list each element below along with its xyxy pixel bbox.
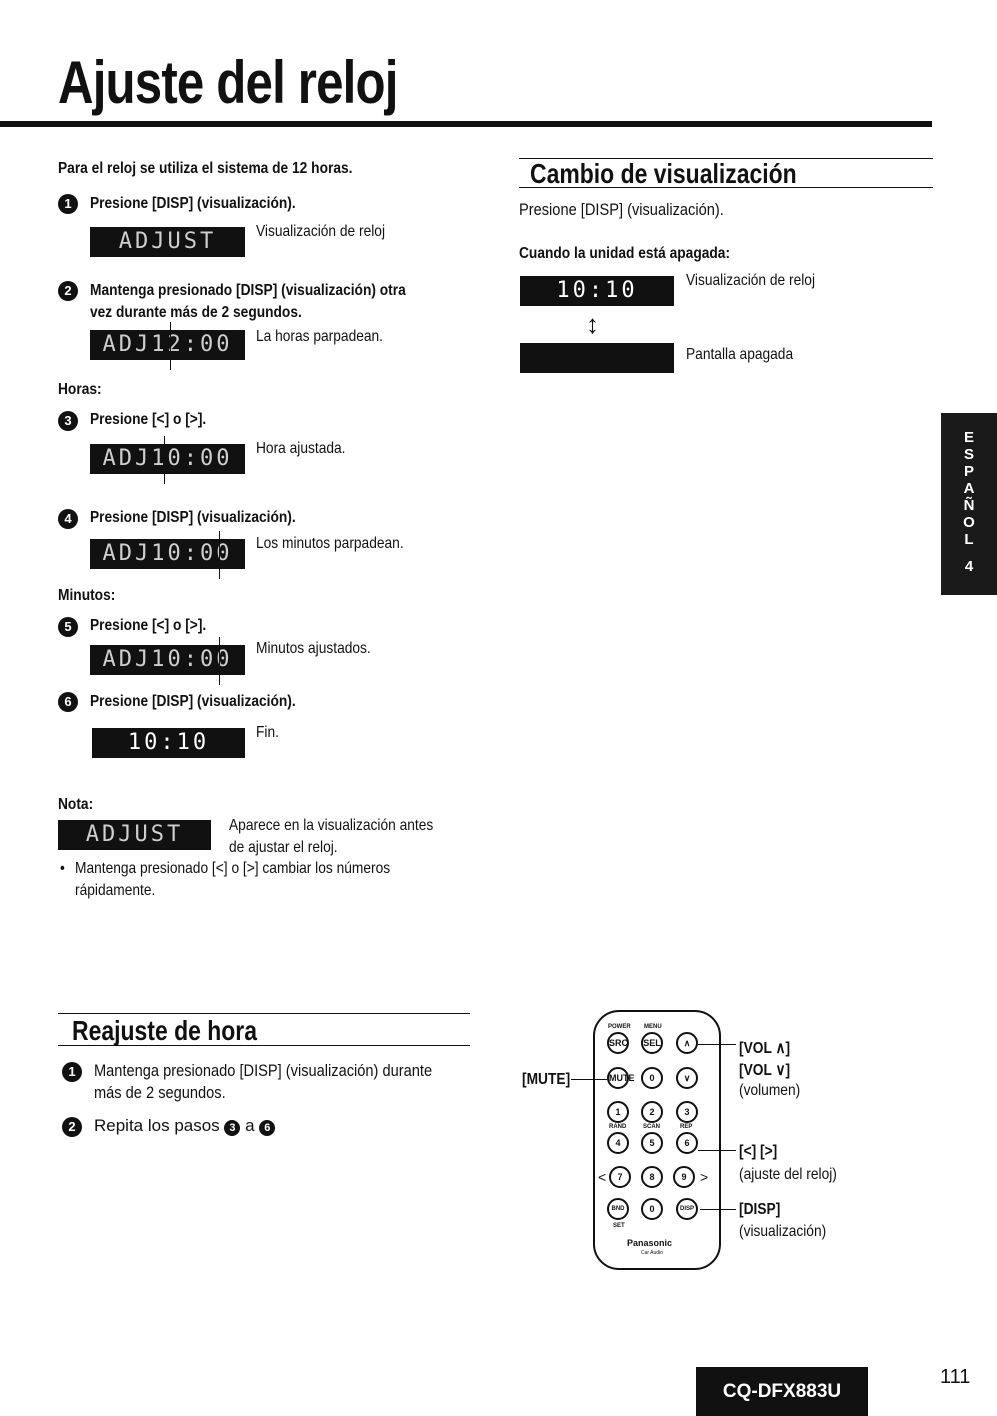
display-adj-minutes-set: ADJ10:00	[90, 645, 245, 675]
toggle-arrow-icon: ↕	[586, 309, 599, 339]
leader-line	[571, 1079, 607, 1080]
step-2-caption: La horas parpadean.	[256, 328, 383, 345]
vol-caption: (volumen)	[739, 1082, 801, 1099]
remote-label-menu: MENU	[644, 1024, 662, 1030]
arrows-callout: [<] [>]	[739, 1143, 778, 1160]
remote-button-9[interactable]: 9	[673, 1166, 695, 1188]
caption-clock-on: Visualización de reloj	[686, 272, 816, 289]
readjust-step-number-2: 2	[62, 1117, 82, 1137]
display-adj-hours-blink: ADJ12:00	[90, 330, 245, 360]
tab-letter: E	[963, 429, 974, 446]
tab-letter: P	[963, 463, 974, 480]
remote-brand: Panasonic	[627, 1238, 673, 1248]
blink-mark	[219, 637, 220, 685]
nota-text-line2: de ajustar el reloj.	[229, 839, 338, 856]
step-number-2: 2	[58, 281, 78, 301]
page-title: Ajuste del reloj	[58, 49, 398, 116]
step-4-text: Presione [DISP] (visualización).	[90, 509, 296, 526]
nota-label: Nota:	[58, 796, 94, 813]
step-1-text: Presione [DISP] (visualización).	[90, 195, 296, 212]
arrows-caption: (ajuste del reloj)	[739, 1166, 837, 1183]
blink-mark	[219, 531, 220, 579]
remote-button-4[interactable]: 4	[607, 1132, 629, 1154]
remote-src-button[interactable]: SRC	[607, 1032, 629, 1054]
step-2-text-line1: Mantenga presionado [DISP] (visualización) otra	[90, 282, 406, 299]
remote-label-power: POWER	[608, 1024, 631, 1030]
tab-letter: Ñ	[963, 497, 975, 514]
tab-letter: A	[963, 480, 975, 497]
step-number-6: 6	[58, 692, 78, 712]
language-tab	[941, 413, 997, 595]
readjust-step-number-1: 1	[62, 1062, 82, 1082]
nota-text-line1: Aparece en la visualización antes	[229, 817, 434, 834]
horas-label: Horas:	[58, 381, 102, 398]
remote-band-button[interactable]: BND	[607, 1198, 629, 1220]
remote-button-1[interactable]: 1	[607, 1101, 629, 1123]
blink-mark	[164, 436, 165, 484]
leader-line	[698, 1044, 736, 1045]
minutos-label: Minutos:	[58, 587, 116, 604]
step-ref-3: 3	[224, 1120, 240, 1136]
step-number-4: 4	[58, 509, 78, 529]
display-adj-minutes-blink: ADJ10:00	[90, 539, 245, 569]
step-3-caption: Hora ajustada.	[256, 440, 346, 457]
remote-button-6[interactable]: 6	[676, 1132, 698, 1154]
cambio-press-text: Presione [DISP] (visualización).	[519, 200, 724, 219]
readjust-step-2-mid: a	[245, 1116, 255, 1135]
title-rule	[0, 121, 932, 127]
tab-letter: S	[963, 446, 974, 463]
remote-label-set: SET	[613, 1223, 625, 1229]
remote-vol-down-button[interactable]: ∨	[676, 1067, 698, 1089]
step-6-caption: Fin.	[256, 724, 279, 741]
step-4-caption: Los minutos parpadean.	[256, 535, 404, 552]
step-3-text: Presione [<] o [>].	[90, 411, 207, 428]
display-adj-hours-set: ADJ10:00	[90, 444, 245, 474]
remote-button-5[interactable]: 5	[641, 1132, 663, 1154]
page-number: 111	[940, 1366, 971, 1388]
remote-button-3[interactable]: 3	[676, 1101, 698, 1123]
disp-caption: (visualización)	[739, 1223, 827, 1240]
intro-text: Para el reloj se utiliza el sistema de 12 horas.	[58, 160, 353, 177]
remote-disp-button[interactable]: DISP	[676, 1198, 698, 1220]
remote-right-arrow-icon: >	[700, 1169, 709, 1185]
tab-letter: O	[963, 514, 975, 531]
leader-line	[698, 1150, 736, 1151]
display-off	[520, 343, 674, 373]
step-ref-6: 6	[259, 1120, 275, 1136]
readjust-step-1-line2: más de 2 segundos.	[94, 1083, 226, 1102]
readjust-step-2	[94, 1116, 275, 1136]
tab-page-number: 4	[964, 558, 974, 575]
step-6-text: Presione [DISP] (visualización).	[90, 693, 296, 710]
step-number-3: 3	[58, 411, 78, 431]
remote-sel-button[interactable]: SEL	[641, 1032, 663, 1054]
remote-label-rand: RAND	[609, 1124, 627, 1130]
leader-line	[700, 1209, 736, 1210]
bullet-text-line1: Mantenga presionado [<] o [>] cambiar los números	[75, 860, 391, 877]
step-5-caption: Minutos ajustados.	[256, 640, 371, 657]
step-number-5: 5	[58, 617, 78, 637]
section-title-reajuste: Reajuste de hora	[72, 1015, 258, 1046]
bullet-dot: •	[60, 860, 65, 877]
remote-button-0-top[interactable]: 0	[641, 1067, 663, 1089]
remote-vol-up-button[interactable]: ∧	[676, 1032, 698, 1054]
mute-callout: [MUTE]	[522, 1071, 571, 1088]
nota-display: ADJUST	[58, 820, 211, 850]
remote-button-2[interactable]: 2	[641, 1101, 663, 1123]
step-2-text-line2: vez durante más de 2 segundos.	[90, 304, 302, 321]
vol-up-callout: [VOL ∧]	[739, 1040, 791, 1057]
remote-label-scan: SCAN	[643, 1124, 661, 1130]
readjust-step-1-line1: Mantenga presionado [DISP] (visualización) durante	[94, 1061, 433, 1080]
remote-brand-sub: Car Audio	[641, 1250, 663, 1256]
disp-callout: [DISP]	[739, 1201, 781, 1218]
remote-label-rep: REP	[680, 1124, 693, 1130]
display-final-time: 10:10	[92, 728, 245, 758]
model-badge: CQ-DFX883U	[696, 1367, 868, 1416]
section-title-cambio: Cambio de visualización	[530, 158, 797, 189]
step-number-1: 1	[58, 194, 78, 214]
display-adjust: ADJUST	[90, 227, 245, 257]
caption-display-off: Pantalla apagada	[686, 346, 794, 363]
tab-letter: L	[964, 531, 974, 548]
readjust-step-2-prefix: Repita los pasos	[94, 1116, 220, 1135]
display-clock-on: 10:10	[520, 276, 674, 306]
remote-button-7[interactable]: 7	[609, 1166, 631, 1188]
blink-mark	[170, 322, 171, 370]
vol-down-callout: [VOL ∨]	[739, 1062, 791, 1079]
step-1-caption: Visualización de reloj	[256, 223, 386, 240]
remote-button-0[interactable]: 0	[641, 1198, 663, 1220]
remote-mute-button[interactable]: MUTE	[607, 1067, 629, 1089]
remote-button-8[interactable]: 8	[641, 1166, 663, 1188]
when-off-text: Cuando la unidad está apagada:	[519, 245, 731, 262]
bullet-text-line2: rápidamente.	[75, 882, 156, 899]
step-5-text: Presione [<] o [>].	[90, 617, 207, 634]
remote-left-arrow-icon: <	[598, 1169, 607, 1185]
